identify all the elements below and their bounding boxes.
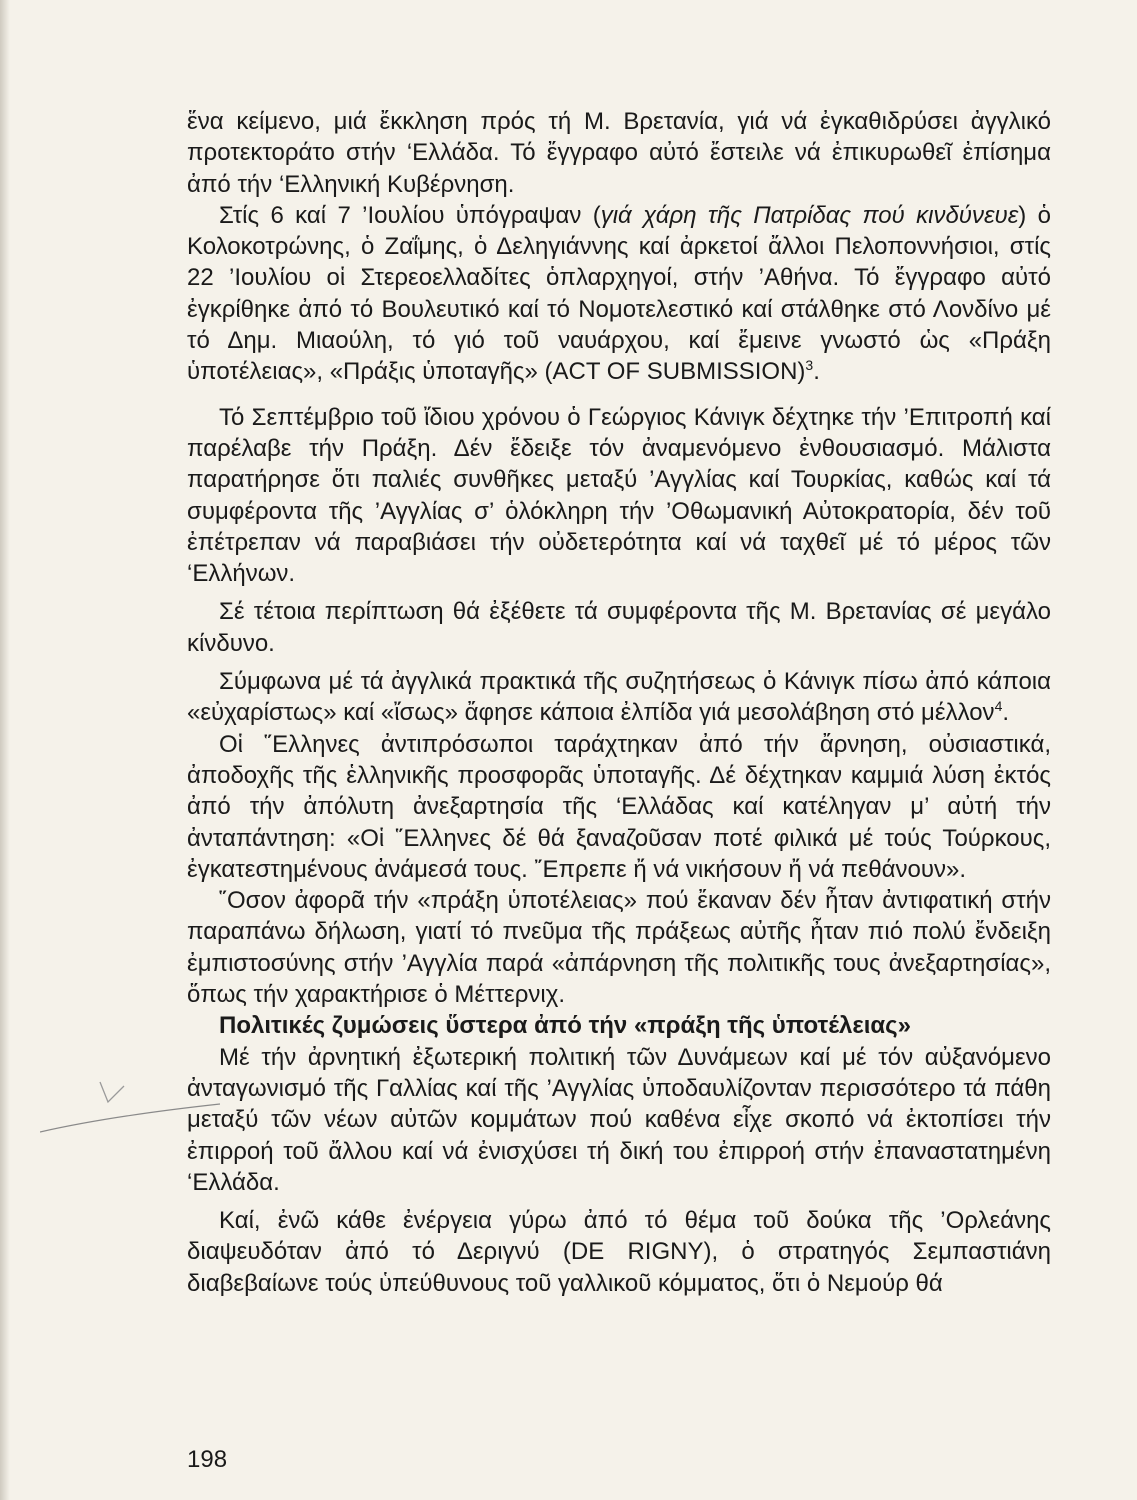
paragraph-signing-italic: γιά χάρη τῆς Πατρίδας πού κινδύνευε bbox=[600, 201, 1019, 229]
paragraph-signing-text: Στίς 6 καί 7 ’Ιουλίου ὑπόγραψαν ( bbox=[219, 201, 601, 229]
paragraph-minutes-end: . bbox=[1002, 699, 1010, 727]
paragraph-danger: Σέ τέτοια περίπτωση θά ἐξέθετε τά συμφέροντα τῆς Μ. Βρετανίας σέ μεγάλο κίνδυνο. bbox=[187, 598, 1051, 657]
paragraph-foreign-policy: Μέ τήν ἀρνητική ἐξωτερική πολιτική τῶν Δυνάμεων καί μέ τόν αὐξανόμενο ἀνταγωνισμό τῆς Γαλλίας καί τῆς ’Αγγλίας ὑποδαυλίζονταν περισσότερο τά πάθη μεταξύ τῶν νέων αὐτῶν κομμάτων πού καθένα εἶχε σκοπό νά ἐκτοπίσει τήν ἐπιρροή τοῦ ἄλλου καί νά ἐνισχύσει τή δική του ἐπιρροή στήν ἐπαναστατημένη ‘Ελλάδα. bbox=[187, 1043, 1051, 1196]
paragraph-orleans: Καί, ἐνῶ κάθε ἐνέργεια γύρω ἀπό τό θέμα τοῦ δούκα τῆς ’Ορλεάνης διαψευδόταν ἀπό τό Δεριγνύ (DE RIGNY), ὁ στρατηγός Σεμπαστιάνη διαβεβαίωνε τούς ὑπεύθυνους τοῦ γαλλικοῦ κόμματος, ὅτι ὁ Νεμούρ θά bbox=[187, 1207, 1051, 1297]
footnote-ref-3: 3 bbox=[805, 357, 814, 374]
paragraph-signing-end: . bbox=[813, 358, 820, 386]
paragraph-signing-text-cont: ) ὁ Κολοκοτρώνης, ὁ Ζαΐμης, ὁ Δεληγιάννης καί ἀρκετοί ἄλλοι Πελοποννήσιοι, στίς 22 ’Ιουλίου οἱ Στερεοελλαδίτες ὁπλαρχηγοί, στήν ’Αθήνα. Τό ἔγγραφο αὐτό ἐγκρίθηκε ἀπό τό Βουλευτικό καί τό Νομοτελεστικό καί στάλθηκε στό Λονδίνο μέ τό Δημ. Μιαούλη, τό γιό τοῦ ναυάρχου, καί ἔμεινε γνωστό ὡς «Πράξη ὑποτέλειας», «Πράξις ὑποταγῆς» (ACT OF SUBMISSION) bbox=[187, 201, 1051, 386]
page-number: 198 bbox=[187, 1446, 228, 1473]
paragraph-canning: Τό Σεπτέμβριο τοῦ ἴδιου χρόνου ὁ Γεώργιος Κάνιγκ δέχτηκε τήν ’Επιτροπή καί παρέλαβε τήν Πράξη. Δέν ἔδειξε τόν ἀναμενόμενο ἐνθουσιασμό. Μάλιστα παρατήρησε ὅτι παλιές συνθῆκες μεταξύ ’Αγγλίας καί Τουρκίας, καθώς καί τά συμφέροντα τῆς ’Αγγλίας σ’ ὁλόκληρη τήν ’Οθωμανική Αὐτοκρατορία, δέν τοῦ ἐπέτρεπαν νά παραβιάσει τήν οὐδετερότητα καί νά ταχθεῖ μέ τό μέρος τῶν ‘Ελλήνων. bbox=[187, 403, 1051, 588]
paragraph-minutes bbox=[187, 666, 1051, 729]
page-edge-shadow bbox=[0, 0, 10, 1500]
paragraph-representatives: Οἱ ῞Ελληνες ἀντιπρόσωποι ταράχτηκαν ἀπό τήν ἄρνηση, οὐσιαστικά, ἀποδοχῆς τῆς ἑλληνικῆς προσφορᾶς ὑποταγῆς. Δέ δέχτηκαν καμμιά λύση ἐκτός ἀπό τήν ἀπόλυτη ἀνεξαρτησία τῆς ‘Ελλάδας καί κατέληγαν μ’ αὐτή τήν ἀνταπάντηση: «Οἱ ῞Ελληνες δέ θά ξαναζοῦσαν ποτέ φιλικά μέ τούς Τούρκους, ἐγκατεστημένους ἀνάμεσά τους. ῎Επρεπε ἤ νά νικήσουν ἤ νά πεθάνουν». bbox=[187, 730, 1051, 883]
paragraph-continued: ἕνα κείμενο, μιά ἔκκληση πρός τή Μ. Βρετανία, γιά νά ἐγκαθιδρύσει ἀγγλικό προτεκτοράτο στήν ‘Ελλάδα. Τό ἔγγραφο αὐτό ἔστειλε νά ἐπικυρωθεῖ ἐπίσημα ἀπό τήν ‘Ελληνική Κυβέρνηση. bbox=[187, 108, 1051, 198]
paragraph-signing bbox=[187, 200, 1051, 388]
paragraph-submission-act: ῞Οσον ἀφορᾶ τήν «πράξη ὑποτέλειας» πού ἔκαναν δέν ἦταν ἀντιφατική στήν παραπάνω δήλωση, γιατί τό πνεῦμα τῆς πράξεως αὐτῆς ἦταν πιό πολύ ἔνδειξη ἐμπιστοσύνης στήν ’Αγγλία παρά «ἀπάρνηση τῆς πολιτικῆς τους ἀνεξαρτησίας», ὅπως τήν χαρακτήρισε ὁ Μέττερνιχ. bbox=[187, 887, 1051, 1009]
footnote-ref-4: 4 bbox=[994, 698, 1003, 715]
section-heading: Πολιτικές ζυμώσεις ὕστερα ἀπό τήν «πράξη τῆς ὑποτέλειας» bbox=[219, 1012, 912, 1040]
paragraph-minutes-text: Σύμφωνα μέ τά ἀγγλικά πρακτικά τῆς συζητήσεως ὁ Κάνιγκ πίσω ἀπό κάποια «εὐχαρίστως» καί «ἴσως» ἄφησε κάποια ἐλπίδα γιά μεσολάβηση στό μέλλον bbox=[187, 668, 1051, 727]
body-text bbox=[187, 106, 1051, 1299]
